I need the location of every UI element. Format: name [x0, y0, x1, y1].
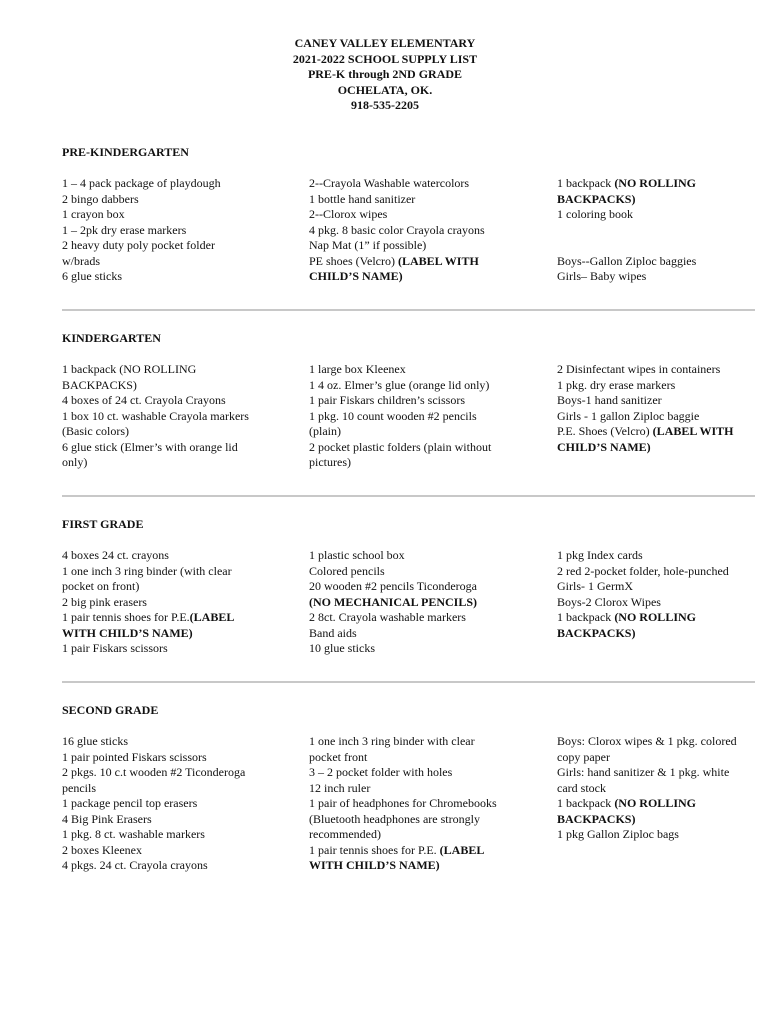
supply-item	[309, 765, 541, 781]
supply-item-line	[557, 812, 757, 828]
item-text: 1 pkg. 10 count wooden #2 pencils	[309, 408, 477, 423]
emphasis-text: BACKPACKS)	[557, 625, 636, 640]
supply-item	[62, 409, 294, 440]
supply-item	[309, 223, 541, 239]
item-text: 20 wooden #2 pencils Ticonderoga	[309, 579, 477, 593]
supply-item-line	[557, 269, 757, 285]
supply-item-line	[557, 424, 757, 440]
item-text: 2 big pink erasers	[62, 594, 147, 609]
supply-item	[62, 610, 294, 641]
supply-item	[62, 595, 294, 611]
grade-range: PRE-K through 2ND GRADE	[307, 67, 463, 81]
supply-item-line	[309, 223, 541, 239]
supply-item-line	[62, 409, 294, 425]
item-text: 2 bingo dabbers	[62, 191, 139, 206]
supply-item-line	[557, 610, 757, 626]
item-text: Boys: Clorox wipes & 1 pkg. colored	[557, 734, 737, 748]
supply-item	[309, 254, 541, 285]
supply-item-line	[309, 827, 541, 843]
item-text: 3 – 2 pocket folder with holes	[309, 765, 453, 779]
supply-item	[62, 440, 294, 471]
item-text: P.E. Shoes (Velcro)	[557, 424, 653, 438]
item-text: 2 pkgs. 10 c.t wooden #2 Ticonderoga	[62, 765, 246, 779]
supply-item-line	[62, 796, 294, 812]
supply-item	[557, 827, 757, 843]
supply-item-line	[309, 362, 541, 378]
item-text: 1 one inch 3 ring binder (with clear	[62, 563, 232, 578]
item-text: Boys-2 Clorox Wipes	[557, 594, 661, 609]
emphasis-text: WITH CHILD’S NAME)	[309, 858, 440, 872]
supply-item-line	[62, 192, 294, 208]
school-location: OCHELATA, OK.	[337, 82, 433, 97]
supply-column	[309, 362, 541, 471]
item-text: 1 pair tennis shoes for P.E.	[309, 842, 440, 857]
supply-item	[309, 641, 541, 657]
supply-item-line	[309, 796, 541, 812]
item-text: 2--Crayola Washable watercolors	[309, 176, 470, 190]
supply-item-line	[309, 393, 541, 409]
item-text: 6 glue stick (Elmer’s with orange lid	[62, 439, 238, 454]
item-text: 1 pkg. 8 ct. washable markers	[62, 827, 205, 841]
supply-item-line	[309, 192, 541, 208]
item-text: 1 backpack	[557, 796, 615, 810]
item-text: 1 plastic school box	[309, 548, 405, 562]
item-text: 2 heavy duty poly pocket folder	[62, 238, 215, 252]
supply-item	[557, 362, 757, 378]
emphasis-text: BACKPACKS)	[557, 191, 636, 206]
item-text: 4 boxes of 24 ct. Crayola Crayons	[62, 393, 226, 407]
supply-item-line	[309, 595, 541, 611]
supply-item-line	[62, 734, 294, 750]
supply-item	[62, 796, 294, 812]
supply-item-line	[557, 765, 757, 781]
supply-item-line	[309, 843, 541, 859]
item-text: 2 boxes Kleenex	[62, 842, 142, 857]
supply-item-line	[62, 781, 294, 797]
supply-item	[62, 734, 294, 750]
supply-item-line	[62, 858, 294, 874]
item-text: 12 inch ruler	[309, 780, 371, 795]
supply-item-line	[62, 843, 294, 859]
supply-item-line	[62, 548, 294, 564]
supply-column	[557, 548, 757, 641]
supply-item	[309, 548, 541, 564]
supply-item	[557, 176, 757, 207]
supply-item	[309, 626, 541, 642]
emphasis-text: (LABEL	[189, 610, 235, 624]
supply-item-line	[309, 610, 541, 626]
supply-item-line	[557, 362, 757, 378]
emphasis-text: (NO ROLLING	[614, 796, 696, 810]
item-text: (Basic colors)	[62, 424, 129, 438]
item-text: 1 coloring book	[557, 207, 633, 221]
supply-item	[309, 564, 541, 580]
item-text: card stock	[557, 780, 606, 795]
supply-item-line	[309, 765, 541, 781]
supply-column	[62, 734, 294, 874]
supply-item-line	[309, 176, 541, 192]
list-title: 2021-2022 SCHOOL SUPPLY LIST	[292, 51, 478, 66]
supply-item-line	[309, 254, 541, 270]
section-divider	[62, 309, 755, 311]
supply-item	[557, 207, 757, 223]
supply-item	[309, 409, 541, 440]
item-text: 1 pair tennis shoes for P.E.	[62, 610, 190, 624]
supply-item	[62, 827, 294, 843]
supply-column	[309, 176, 541, 285]
supply-item-line	[557, 176, 757, 192]
item-text: 4 pkg. 8 basic color Crayola crayons	[309, 222, 485, 237]
item-text: 6 glue sticks	[62, 269, 122, 283]
item-text: recommended)	[309, 827, 381, 841]
supply-item-line	[62, 827, 294, 843]
item-text: 1 pkg. dry erase markers	[557, 377, 676, 392]
item-text: 1 – 4 pack package of playdough	[62, 176, 221, 190]
supply-item	[557, 548, 757, 564]
supply-item	[557, 393, 757, 409]
supply-item-line	[62, 455, 294, 471]
supply-item	[62, 223, 294, 239]
item-text: 1 pkg Gallon Ziploc bags	[557, 827, 679, 841]
supply-item-line	[62, 393, 294, 409]
supply-item	[557, 734, 757, 765]
supply-column	[62, 176, 294, 285]
item-text: 4 Big Pink Erasers	[62, 811, 152, 826]
supply-item	[557, 409, 757, 425]
item-text: 1 large box Kleenex	[309, 362, 406, 376]
supply-item-line	[309, 564, 541, 580]
item-text: 2 8ct. Crayola washable markers	[309, 610, 466, 624]
supply-item-line	[309, 858, 541, 874]
emphasis-text: (NO ROLLING	[614, 176, 696, 190]
supply-item-line	[557, 827, 757, 843]
supply-item	[557, 424, 757, 455]
supply-item-line	[62, 610, 294, 626]
item-text: Nap Mat (1” if possible)	[309, 238, 427, 252]
supply-item	[309, 393, 541, 409]
supply-item-line	[557, 626, 757, 642]
supply-item	[309, 207, 541, 223]
supply-item	[557, 564, 757, 580]
item-text: 10 glue sticks	[309, 641, 375, 655]
supply-item-line	[557, 579, 757, 595]
item-text: 1 pair pointed Fiskars scissors	[62, 749, 207, 764]
emphasis-text: (NO MECHANICAL PENCILS)	[309, 594, 478, 609]
item-text: (plain)	[309, 424, 341, 438]
supply-item-line	[62, 378, 294, 394]
supply-item	[309, 192, 541, 208]
supply-item	[62, 393, 294, 409]
item-text: 1 pair of headphones for Chromebooks	[309, 796, 497, 810]
emphasis-text: CHILD’S NAME)	[557, 439, 651, 454]
item-text: Girls– Baby wipes	[557, 269, 647, 283]
supply-column	[62, 362, 294, 471]
supply-item-line	[62, 424, 294, 440]
supply-item-line	[309, 750, 541, 766]
supply-item-line	[309, 641, 541, 657]
supply-item	[62, 238, 294, 269]
supply-item-line	[557, 192, 757, 208]
item-text: pocket on front)	[62, 579, 140, 593]
item-text: 2 Disinfectant wipes in containers	[557, 362, 721, 376]
item-text: copy paper	[557, 749, 610, 764]
supply-item	[309, 238, 541, 254]
supply-item	[62, 362, 294, 393]
supply-item	[62, 641, 294, 657]
supply-item	[62, 192, 294, 208]
supply-item	[309, 734, 541, 765]
item-text: 1 4 oz. Elmer’s glue (orange lid only)	[309, 377, 490, 392]
supply-item	[309, 176, 541, 192]
supply-item-line	[309, 409, 541, 425]
supply-column	[557, 734, 757, 843]
supply-item	[557, 579, 757, 595]
supply-item-line	[62, 238, 294, 254]
supply-item-line	[309, 424, 541, 440]
supply-item-line	[62, 440, 294, 456]
supply-item-line	[557, 393, 757, 409]
supply-column	[557, 362, 757, 455]
supply-item	[62, 269, 294, 285]
item-text: Boys--Gallon Ziploc baggies	[557, 253, 697, 268]
supply-item	[62, 750, 294, 766]
emphasis-text: (LABEL WITH	[397, 253, 479, 268]
supply-item-line	[62, 176, 294, 192]
supply-item	[557, 610, 757, 641]
supply-item	[309, 781, 541, 797]
supply-item-line	[62, 626, 294, 642]
supply-item	[62, 564, 294, 595]
supply-item	[309, 843, 541, 874]
section-title: KINDERGARTEN	[62, 331, 161, 345]
item-text: Girls- 1 GermX	[557, 579, 633, 593]
supply-item-line	[557, 207, 757, 223]
supply-column	[557, 176, 757, 285]
supply-item-line	[62, 269, 294, 285]
item-text: Boys-1 hand sanitizer	[557, 393, 662, 407]
item-text: 1 backpack	[557, 176, 615, 190]
item-text: 1 pair Fiskars children’s scissors	[309, 393, 465, 407]
supply-item	[62, 812, 294, 828]
supply-item-line	[309, 207, 541, 223]
item-text: only)	[62, 455, 88, 469]
section-title: FIRST GRADE	[62, 517, 144, 531]
emphasis-text: (LABEL	[439, 842, 485, 857]
supply-item	[62, 207, 294, 223]
item-text: 1 crayon box	[62, 207, 125, 221]
supply-item-line	[62, 765, 294, 781]
supply-item-line	[557, 548, 757, 564]
item-text: 2 red 2-pocket folder, hole-punched	[557, 563, 729, 578]
supply-item	[557, 765, 757, 796]
supply-item-line	[557, 734, 757, 750]
supply-item-line	[557, 409, 757, 425]
supply-item-line	[62, 223, 294, 239]
item-text: 1 pair Fiskars scissors	[62, 641, 168, 655]
emphasis-text: WITH CHILD’S NAME)	[62, 625, 193, 640]
supply-item	[309, 362, 541, 378]
item-text: 1 backpack	[557, 610, 615, 624]
item-text: 2 pocket plastic folders (plain without	[309, 439, 492, 454]
item-text: 1 one inch 3 ring binder with clear	[309, 734, 475, 748]
section-divider	[62, 495, 755, 497]
item-text: pictures)	[309, 455, 351, 469]
supply-item	[309, 610, 541, 626]
emphasis-text: (NO ROLLING	[614, 610, 696, 624]
supply-item	[62, 176, 294, 192]
supply-item	[557, 254, 757, 270]
supply-item-line	[557, 796, 757, 812]
supply-item-line	[62, 750, 294, 766]
supply-item	[309, 378, 541, 394]
school-name: CANEY VALLEY ELEMENTARY	[294, 36, 476, 50]
supply-item-line	[309, 269, 541, 285]
item-text: 1 box 10 ct. washable Crayola markers	[62, 408, 249, 423]
item-text: 1 package pencil top erasers	[62, 796, 198, 810]
supply-item-line	[309, 548, 541, 564]
item-text: pencils	[62, 780, 96, 795]
supply-item-line	[62, 564, 294, 580]
item-text: Colored pencils	[309, 563, 385, 578]
item-text: 1 – 2pk dry erase markers	[62, 222, 187, 237]
document-header	[0, 36, 770, 114]
supply-item-line	[62, 207, 294, 223]
item-text: 4 pkgs. 24 ct. Crayola crayons	[62, 858, 208, 872]
supply-item-line	[309, 626, 541, 642]
supply-item	[62, 765, 294, 796]
supply-item	[62, 548, 294, 564]
supply-item-line	[62, 579, 294, 595]
supply-item	[309, 440, 541, 471]
supply-item-line	[62, 641, 294, 657]
supply-item-line	[309, 238, 541, 254]
supply-item-line	[557, 564, 757, 580]
item-text: 16 glue sticks	[62, 734, 128, 748]
supply-item	[309, 579, 541, 595]
item-text: 1 pkg Index cards	[557, 548, 643, 562]
supply-item-line	[557, 440, 757, 456]
item-text: PE shoes (Velcro)	[309, 253, 398, 268]
supply-item-line	[309, 378, 541, 394]
item-text: w/brads	[62, 253, 100, 268]
supply-item-line	[62, 812, 294, 828]
supply-item-line	[62, 595, 294, 611]
supply-item-line	[309, 440, 541, 456]
supply-column	[309, 734, 541, 874]
supply-item	[557, 378, 757, 394]
item-text: BACKPACKS)	[62, 377, 137, 392]
supply-item-line	[557, 781, 757, 797]
supply-item-line	[309, 455, 541, 471]
supply-item	[557, 595, 757, 611]
supply-item	[62, 858, 294, 874]
item-text: Girls: hand sanitizer & 1 pkg. white	[557, 765, 730, 779]
item-text: pocket front	[309, 749, 368, 764]
emphasis-text: (LABEL WITH	[652, 424, 734, 438]
supply-item	[309, 796, 541, 843]
supply-item-line	[309, 734, 541, 750]
supply-item-line	[557, 254, 757, 270]
supply-item-line	[62, 254, 294, 270]
supply-item-line	[309, 812, 541, 828]
school-phone: 918-535-2205	[351, 98, 419, 112]
item-text: Band aids	[309, 625, 357, 640]
item-text: Girls - 1 gallon Ziploc baggie	[557, 408, 700, 423]
item-text: 1 backpack (NO ROLLING	[62, 362, 197, 376]
supply-item	[309, 595, 541, 611]
item-text: 1 bottle hand sanitizer	[309, 191, 416, 206]
supply-item-line	[309, 781, 541, 797]
supply-item-line	[62, 362, 294, 378]
section-title: SECOND GRADE	[62, 703, 159, 717]
supply-item-line	[309, 579, 541, 595]
supply-item-line	[557, 378, 757, 394]
supply-item	[557, 269, 757, 285]
section-divider	[62, 681, 755, 683]
emphasis-text: CHILD’S NAME)	[309, 269, 403, 283]
item-text: 4 boxes 24 ct. crayons	[62, 548, 169, 562]
section-title: PRE-KINDERGARTEN	[62, 145, 189, 159]
item-text: (Bluetooth headphones are strongly	[309, 811, 480, 826]
item-text: 2--Clorox wipes	[309, 207, 388, 221]
supply-column	[62, 548, 294, 657]
emphasis-text: BACKPACKS)	[557, 811, 636, 826]
supply-column	[309, 548, 541, 657]
supply-item-line	[557, 750, 757, 766]
supply-item-line	[557, 595, 757, 611]
supply-item	[557, 796, 757, 827]
supply-item	[62, 843, 294, 859]
